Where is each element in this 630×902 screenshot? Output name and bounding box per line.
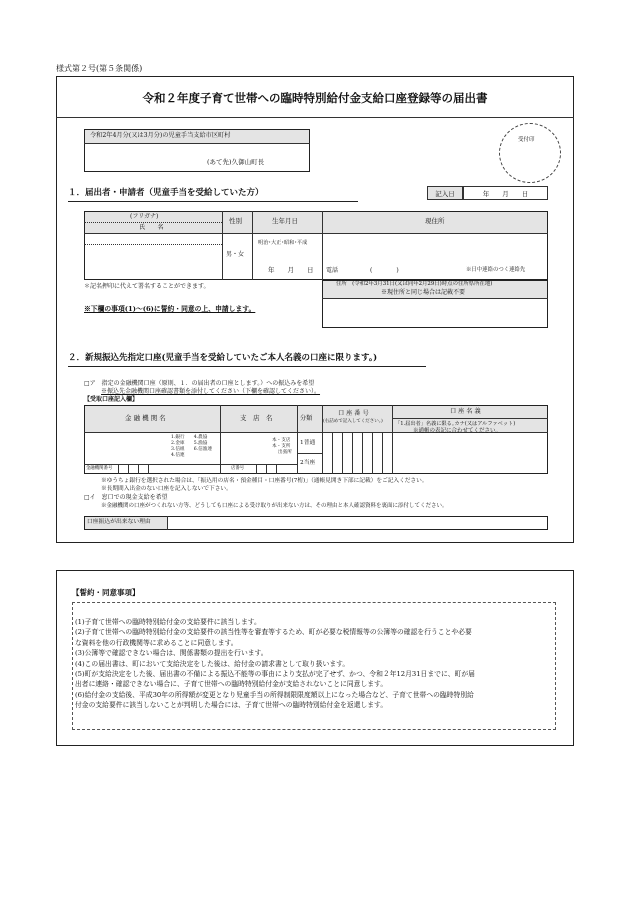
option-b-note: ※金融機関の口座がつくれない方等、どうしても口座による受け取りが出来ない方は、その理由と本人確認資料を裏面に添付してください。	[101, 503, 448, 509]
name-label: 氏 名	[139, 224, 164, 231]
section1-heading: １．届出者・申請者（児童手当を受給していた方）	[68, 188, 358, 202]
pledge-item: 付金の支給要件に該当しないことが判明した場合には、子育て世帯への臨時特別給付金を返還します。	[75, 701, 388, 710]
account-header: 口 座 番 号	[338, 410, 369, 417]
type-header: 分類	[300, 415, 313, 422]
account-table-title: 【受取口座記入欄】	[84, 396, 139, 403]
furigana-field[interactable]	[85, 234, 221, 244]
bank-types-3: 3.信組 6.信漁連	[171, 447, 212, 452]
option-b[interactable]: □イ 窓口での現金支給を希望	[84, 494, 168, 501]
address-field[interactable]	[323, 234, 547, 264]
phone-note: ※日中連絡のつく連絡先	[466, 267, 526, 273]
addressee: (あて先)久御山町長	[207, 158, 265, 166]
gender-label: 性別	[229, 217, 242, 225]
bank-name-field[interactable]	[85, 433, 169, 463]
holder-note-2: ※通帳の表記に合わせてください。	[413, 428, 502, 434]
reason-label: 口座振込が出来ない理由	[87, 519, 151, 525]
dob-label: 生年月日	[272, 217, 298, 225]
branch-types-3: 出張所	[278, 450, 292, 455]
pledge-item: (3)公簿等で確認できない場合は、関係書類の提出を行います。	[75, 649, 268, 658]
branch-code-label: 店番号	[231, 466, 245, 471]
account-number-field[interactable]	[323, 433, 391, 473]
bank-code-field[interactable]	[119, 465, 157, 473]
dob-field[interactable]: 年 月 日	[268, 266, 314, 274]
pledge-heading: 【誓約・同意事項】	[72, 588, 140, 597]
gender-options[interactable]: 男・女	[226, 251, 245, 258]
pledge-item: (6)給付金の支給後、平成30年の所得額が変更となり児童手当の所得制限限度額以上になった場合など、子育て世帯への臨時特別給	[75, 690, 474, 699]
name-field[interactable]	[85, 245, 221, 279]
branch-header: 支 店 名	[240, 414, 273, 422]
pledge-item: (2)子育て世帯への臨時特別給付金の支給要件の該当性等を審査等するため、町が必要な税情報等の公簿等の確認を行うことや必要	[75, 628, 472, 637]
account-holder-field[interactable]	[393, 433, 547, 473]
branch-name-field[interactable]	[221, 433, 271, 463]
phone-field[interactable]: ( )	[370, 267, 399, 274]
furigana-label: (フリガナ)	[130, 213, 159, 220]
bank-types-1: 1.銀行 4.農協	[171, 435, 208, 440]
seal-note: ＊記名押印に代えて署名することができます。	[84, 283, 210, 290]
municipality-label: 令和2年4月分(又は3月分)の児童手当支給市区町村	[90, 132, 231, 139]
phone-label: 電話	[326, 267, 339, 274]
branch-types-1: 本・支店	[272, 438, 291, 443]
account-type-1[interactable]: 1普通	[300, 440, 316, 446]
prior-address-label: 住所 (令和2年3月31日(又は同年2月29日)時点の住所県所在地)	[336, 281, 493, 287]
section2-heading: ２．新規振込先指定口座(児童手当を受給していたご本人名義の口座に限ります。)	[68, 353, 426, 367]
bank-code-label: 金融機関番号	[86, 466, 113, 471]
pledge-item: (5)町が支給決定をした後、届出書の不備による振込不能等の事由により支払が完了せず、かつ、令和２年12月31日までに、町が届	[75, 670, 475, 679]
era-options[interactable]: 明治･大正･昭和･平成	[258, 240, 308, 246]
option-a-note: ※振込先金融機関口座確認書類を添付してください（下欄を確認してください）。	[101, 388, 321, 395]
reason-field[interactable]	[168, 517, 547, 529]
pledge-item: な資料を他の行政機関等に求めることに同意します。	[75, 638, 238, 647]
consent-note: ※下欄の事項(1)～(6)に誓約・同意の上、申請します。	[84, 305, 256, 313]
yucho-note: ※ゆうちょ銀行を選択された場合は、「振込用の店名・預金種目・口座番号(7桁)」（通帳見開き下部に記載）をご記入ください。	[101, 478, 428, 484]
option-a[interactable]: □ア 指定の金融機関口座（原則、１．の届出者の口座とします。）への振込みを希望	[84, 380, 315, 387]
bank-header: 金 融 機 関 名	[125, 414, 166, 422]
form-title: 令和２年度子育て世帯への臨時特別給付金支給口座登録等の届出書	[142, 91, 488, 105]
pledge-items	[75, 617, 475, 711]
pledge-item: (1)子育て世帯への臨時特別給付金の支給要件に該当します。	[75, 618, 261, 626]
long-term-note: ※長期間入出金のない口座を記入しないで下さい。	[101, 486, 232, 492]
branch-code-field[interactable]	[257, 465, 287, 473]
stamp-label: 受付印	[518, 137, 535, 143]
prior-address-note: ※現住所と同じ場合は記載不要	[381, 289, 466, 296]
pledge-item: 出者に連絡・確認できない場合に、子育て世帯への臨時特別給付金が支給されないことに同意します。	[75, 680, 388, 689]
bank-types-2: 2.金庫 5.漁協	[171, 441, 208, 446]
account-header-note: (右詰めで記入してください。)	[323, 419, 383, 424]
entry-date-label: 記入日	[427, 186, 463, 200]
form-number: 様式第２号(第５条関係)	[56, 64, 143, 73]
branch-types-2: 本・支所	[272, 444, 291, 449]
entry-date-field[interactable]: 年 月 日	[463, 186, 548, 200]
reception-stamp-area	[499, 123, 561, 183]
bank-types-4: 4.信連	[171, 453, 185, 458]
address-label: 現住所	[425, 217, 445, 225]
account-type-2[interactable]: 2当座	[300, 460, 316, 466]
pledge-item: (4)この届出書は、町において支給決定をした後は、給付金の請求書として取り扱います。	[75, 659, 350, 668]
holder-note-1: 「1.届出者」名義に限る｡カナ(又はアルファベット)	[395, 421, 516, 427]
holder-header: 口 座 名 義	[450, 408, 481, 415]
